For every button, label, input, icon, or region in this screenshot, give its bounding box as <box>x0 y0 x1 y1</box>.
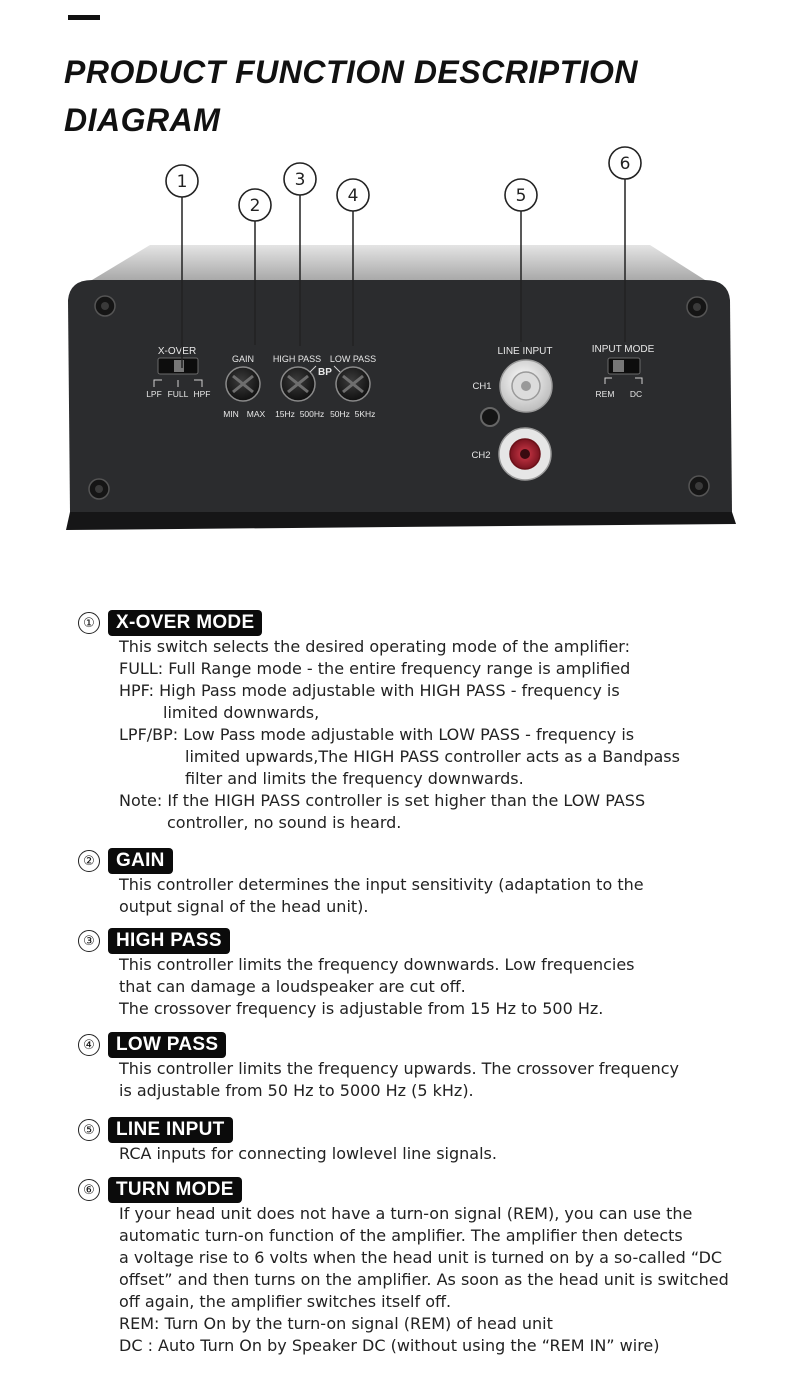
amplifier-panel-diagram <box>0 140 800 540</box>
body-line: This controller determines the input sensitivity (adaptation to the <box>119 875 644 894</box>
label-min: MIN <box>223 409 239 419</box>
section-title: X-OVER MODE <box>108 610 262 636</box>
label-5khz: 5KHz <box>354 409 376 419</box>
section-body <box>119 874 759 918</box>
section-body <box>119 1143 759 1165</box>
label-max: MAX <box>246 409 266 419</box>
section-body <box>119 1203 759 1357</box>
body-line: offset” and then turns on the amplifier. As soon as the head unit is switched <box>119 1270 729 1289</box>
callout-5-label: 5 <box>515 186 527 206</box>
label-dc: DC <box>629 389 643 399</box>
label-bp: BP <box>318 367 332 378</box>
label-500hz: 500Hz <box>299 409 325 419</box>
section-body <box>119 954 759 1020</box>
page-title <box>64 48 764 144</box>
body-line: is adjustable from 50 Hz to 5000 Hz (5 kHz). <box>119 1081 474 1100</box>
body-line: The crossover frequency is adjustable from 15 Hz to 500 Hz. <box>119 999 604 1018</box>
section-body <box>119 636 759 834</box>
chassis-top-trim <box>92 245 705 280</box>
top-accent-bar <box>68 15 100 20</box>
label-xover: X-OVER <box>157 346 197 357</box>
body-line: This controller limits the frequency downwards. Low frequencies <box>119 955 635 974</box>
callout-1-label: 1 <box>176 172 188 192</box>
label-lpf: LPF <box>146 389 162 399</box>
page-title-line-2: DIAGRAM <box>64 102 221 138</box>
label-50hz: 50Hz <box>330 409 350 419</box>
callout-2-label: 2 <box>249 196 261 216</box>
ground-post <box>481 408 499 426</box>
body-line: LPF/BP: Low Pass mode adjustable with LOW PASS - frequency is <box>119 725 635 744</box>
body-line: This controller limits the frequency upwards. The crossover frequency <box>119 1059 679 1078</box>
section-number: ③ <box>78 930 100 952</box>
section-body <box>119 1058 759 1102</box>
body-line: limited upwards,The HIGH PASS controller acts as a Bandpass <box>185 747 680 766</box>
section-number: ⑥ <box>78 1179 100 1201</box>
body-line: RCA inputs for connecting lowlevel line signals. <box>119 1144 497 1163</box>
callout-4-label: 4 <box>347 186 359 206</box>
label-line-input: LINE INPUT <box>497 346 553 357</box>
section-number: ⑤ <box>78 1119 100 1141</box>
body-line: HPF: High Pass mode adjustable with HIGH PASS - frequency is <box>119 681 620 700</box>
body-line: REM: Turn On by the turn-on signal (REM) of head unit <box>119 1314 553 1333</box>
body-line: a voltage rise to 6 volts when the head unit is turned on by a so-called “DC <box>119 1248 723 1267</box>
label-ch1: CH1 <box>472 381 492 392</box>
label-gain: GAIN <box>231 354 255 364</box>
label-15hz: 15Hz <box>275 409 295 419</box>
body-line: off again, the amplifier switches itself off. <box>119 1292 452 1311</box>
section-title: GAIN <box>108 848 173 874</box>
callout-6-label: 6 <box>619 154 631 174</box>
label-rem: REM <box>595 389 615 399</box>
section-number: ① <box>78 612 100 634</box>
body-line: FULL: Full Range mode - the entire frequency range is amplified <box>119 659 631 678</box>
label-hpf: HPF <box>193 389 211 399</box>
section-title: HIGH PASS <box>108 928 230 954</box>
body-line: controller, no sound is heard. <box>167 813 402 832</box>
label-high-pass: HIGH PASS <box>272 354 322 364</box>
label-input-mode: INPUT MODE <box>591 344 655 355</box>
section-number: ④ <box>78 1034 100 1056</box>
body-line: output signal of the head unit). <box>119 897 369 916</box>
body-line: If your head unit does not have a turn-on signal (REM), you can use the <box>119 1204 693 1223</box>
body-line: filter and limits the frequency downwards. <box>185 769 524 788</box>
body-line: Note: If the HIGH PASS controller is set higher than the LOW PASS <box>119 791 646 810</box>
body-line: DC : Auto Turn On by Speaker DC (without using the “REM IN” wire) <box>119 1336 660 1355</box>
label-ch2: CH2 <box>471 450 491 461</box>
callout-3-label: 3 <box>294 170 306 190</box>
label-low-pass: LOW PASS <box>329 354 377 364</box>
page-title-line-1: PRODUCT FUNCTION DESCRIPTION <box>64 54 638 90</box>
chassis-base-plate <box>66 512 736 530</box>
section-number: ② <box>78 850 100 872</box>
body-line: limited downwards, <box>163 703 320 722</box>
section-title: LOW PASS <box>108 1032 226 1058</box>
label-full: FULL <box>167 389 189 399</box>
section-title: TURN MODE <box>108 1177 242 1203</box>
body-line: that can damage a loudspeaker are cut off. <box>119 977 466 996</box>
body-line: automatic turn-on function of the amplifier. The amplifier then detects <box>119 1226 683 1245</box>
body-line: This switch selects the desired operating mode of the amplifier: <box>119 637 630 656</box>
section-title: LINE INPUT <box>108 1117 233 1143</box>
